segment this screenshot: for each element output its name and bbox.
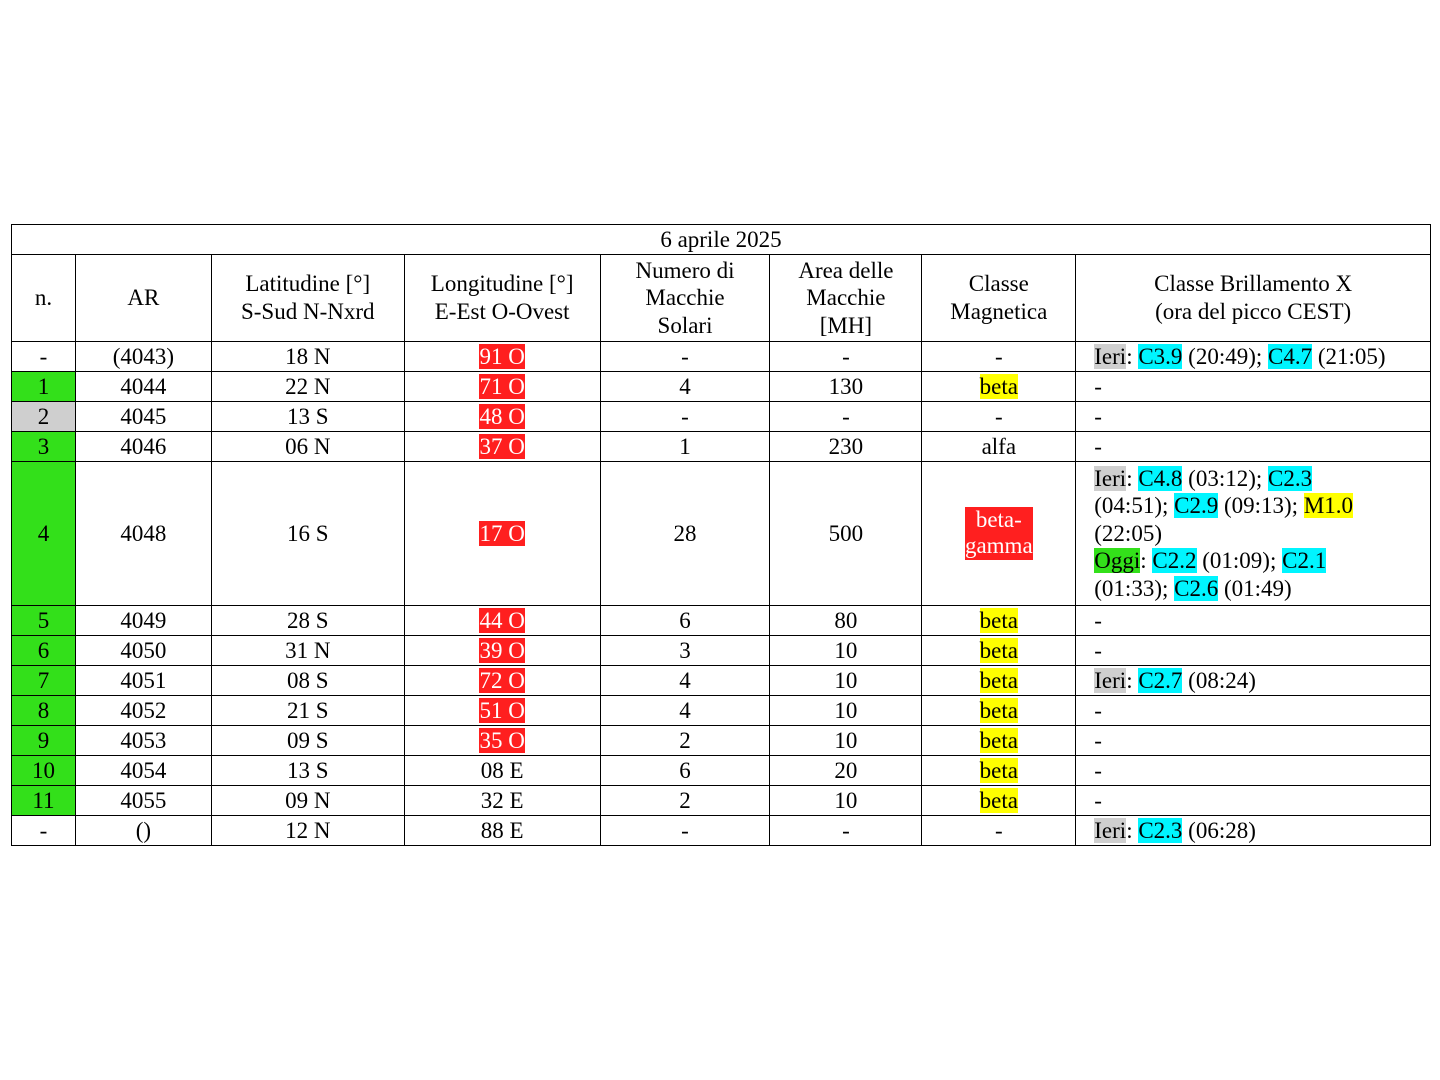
flare-time: (06:28) bbox=[1182, 817, 1256, 843]
cell-lat: 22 N bbox=[211, 372, 404, 402]
mag-highlight: beta bbox=[979, 667, 1018, 693]
table-row bbox=[12, 606, 1431, 636]
flare-class: C2.9 bbox=[1174, 493, 1219, 519]
lon-highlight: 39 O bbox=[479, 637, 525, 663]
header-lat-line1: Latitudine [°] bbox=[245, 271, 371, 297]
cell-lon bbox=[404, 666, 600, 696]
cell-n: 3 bbox=[12, 432, 76, 462]
flare-time: (01:49) bbox=[1218, 575, 1292, 601]
lon-highlight: 91 O bbox=[479, 343, 525, 369]
lon-highlight: 35 O bbox=[479, 727, 525, 753]
cell-n: 6 bbox=[12, 636, 76, 666]
cell-spots: 1 bbox=[600, 432, 770, 462]
cell-lon bbox=[404, 342, 600, 372]
cell-mag: - bbox=[922, 342, 1076, 372]
header-flare-line1: Classe Brillamento X bbox=[1154, 271, 1353, 297]
cell-ar: 4052 bbox=[75, 696, 211, 726]
flare-day-label: Ieri bbox=[1094, 343, 1127, 369]
flare-sep: : bbox=[1126, 343, 1139, 369]
table-title: 6 aprile 2025 bbox=[12, 225, 1431, 255]
cell-mag: - bbox=[922, 816, 1076, 846]
cell-n: 11 bbox=[12, 786, 76, 816]
cell-lon bbox=[404, 636, 600, 666]
flare-time: (01:33); bbox=[1094, 575, 1175, 601]
cell-mag bbox=[922, 666, 1076, 696]
header-lat-line2: S-Sud N-Nxrd bbox=[240, 299, 375, 324]
cell-flares: Ieri: C2.3 (06:28) bbox=[1076, 816, 1431, 846]
flare-time: (21:05) bbox=[1312, 343, 1386, 369]
cell-flares: Ieri: C2.7 (08:24) bbox=[1076, 666, 1431, 696]
cell-lon: 08 E bbox=[404, 756, 600, 786]
lon-highlight: 44 O bbox=[479, 607, 525, 633]
cell-lat: 09 S bbox=[211, 726, 404, 756]
cell-area: 10 bbox=[770, 726, 922, 756]
cell-lon bbox=[404, 726, 600, 756]
flare-class: C2.3 bbox=[1138, 817, 1183, 843]
flare-class: C4.8 bbox=[1138, 465, 1183, 491]
mag-highlight: beta bbox=[979, 607, 1018, 633]
cell-lon bbox=[404, 606, 600, 636]
lon-highlight: 17 O bbox=[479, 520, 525, 546]
cell-flares: Ieri: C4.8 (03:12); C2.3 (04:51); C2.9 (09:13); M1.0 (22:05) Oggi: C2.2 (01:09); C2.1 (01:33); C2.6 (01:49) bbox=[1076, 462, 1431, 606]
table-row bbox=[12, 462, 1431, 606]
cell-mag: alfa bbox=[922, 432, 1076, 462]
mag-highlight: beta bbox=[979, 787, 1018, 813]
cell-lat: 09 N bbox=[211, 786, 404, 816]
cell-area: - bbox=[770, 342, 922, 372]
flare-time: (04:51); bbox=[1094, 493, 1175, 519]
lon-highlight: 37 O bbox=[479, 433, 525, 459]
table-row bbox=[12, 816, 1431, 846]
cell-ar: 4045 bbox=[75, 402, 211, 432]
cell-n: 5 bbox=[12, 606, 76, 636]
cell-flares: - bbox=[1076, 636, 1431, 666]
flare-time: (20:49); bbox=[1182, 343, 1269, 369]
lon-highlight: 72 O bbox=[479, 667, 525, 693]
header-spots-line3: Solari bbox=[657, 312, 713, 338]
header-ar: AR bbox=[75, 255, 211, 342]
cell-spots: 4 bbox=[600, 666, 770, 696]
cell-n: 8 bbox=[12, 696, 76, 726]
cell-n: - bbox=[12, 816, 76, 846]
mag-highlight: beta bbox=[979, 373, 1018, 399]
cell-lon bbox=[404, 372, 600, 402]
cell-area: - bbox=[770, 816, 922, 846]
cell-area: 20 bbox=[770, 756, 922, 786]
cell-mag bbox=[922, 606, 1076, 636]
mag-line1: beta- bbox=[975, 506, 1022, 532]
flare-class: C4.7 bbox=[1268, 343, 1313, 369]
mag-highlight bbox=[965, 507, 1033, 560]
cell-mag: - bbox=[922, 402, 1076, 432]
flare-time: (08:24) bbox=[1182, 667, 1256, 693]
cell-area: 10 bbox=[770, 786, 922, 816]
cell-flares: - bbox=[1076, 402, 1431, 432]
mag-highlight: beta bbox=[979, 697, 1018, 723]
flare-day-label: Ieri bbox=[1094, 667, 1127, 693]
header-n: n. bbox=[12, 255, 76, 342]
header-spots-line2: Macchie bbox=[645, 285, 725, 311]
table-row bbox=[12, 756, 1431, 786]
cell-n: 4 bbox=[12, 462, 76, 606]
cell-ar: 4050 bbox=[75, 636, 211, 666]
flare-class: C2.3 bbox=[1268, 465, 1313, 491]
cell-ar: 4055 bbox=[75, 786, 211, 816]
cell-area: 230 bbox=[770, 432, 922, 462]
cell-lat: 21 S bbox=[211, 696, 404, 726]
cell-area: 10 bbox=[770, 696, 922, 726]
cell-mag bbox=[922, 786, 1076, 816]
mag-highlight: beta bbox=[979, 637, 1018, 663]
cell-lat: 13 S bbox=[211, 402, 404, 432]
cell-n: - bbox=[12, 342, 76, 372]
cell-ar: (4043) bbox=[75, 342, 211, 372]
header-spots bbox=[600, 255, 770, 342]
cell-mag bbox=[922, 726, 1076, 756]
cell-ar: 4046 bbox=[75, 432, 211, 462]
cell-n: 9 bbox=[12, 726, 76, 756]
header-magnetic bbox=[922, 255, 1076, 342]
cell-lat: 16 S bbox=[211, 462, 404, 606]
cell-flares bbox=[1076, 342, 1431, 372]
header-lon-line2: E-Est O-Ovest bbox=[434, 299, 570, 324]
cell-n: 10 bbox=[12, 756, 76, 786]
header-longitude bbox=[404, 255, 600, 342]
table-row bbox=[12, 786, 1431, 816]
cell-mag bbox=[922, 756, 1076, 786]
flare-class: C2.2 bbox=[1152, 548, 1197, 574]
cell-mag bbox=[922, 462, 1076, 606]
cell-area: 130 bbox=[770, 372, 922, 402]
cell-spots: 6 bbox=[600, 606, 770, 636]
mag-highlight: beta bbox=[979, 727, 1018, 753]
table-row bbox=[12, 636, 1431, 666]
cell-ar: 4049 bbox=[75, 606, 211, 636]
cell-flares: - bbox=[1076, 606, 1431, 636]
flare-time: (09:13); bbox=[1218, 493, 1304, 519]
cell-spots: 3 bbox=[600, 636, 770, 666]
cell-flares: - bbox=[1076, 726, 1431, 756]
mag-line2: gamma bbox=[964, 533, 1033, 559]
flare-time: (03:12); bbox=[1182, 465, 1269, 491]
cell-flares: - bbox=[1076, 372, 1431, 402]
cell-flares: - bbox=[1076, 432, 1431, 462]
lon-highlight: 51 O bbox=[479, 697, 525, 723]
header-area bbox=[770, 255, 922, 342]
table-row bbox=[12, 372, 1431, 402]
cell-ar: 4054 bbox=[75, 756, 211, 786]
header-flares bbox=[1076, 255, 1431, 342]
lon-highlight: 71 O bbox=[479, 373, 525, 399]
flare-day-label: Ieri bbox=[1094, 817, 1127, 843]
cell-mag bbox=[922, 696, 1076, 726]
cell-area: 10 bbox=[770, 636, 922, 666]
cell-spots: - bbox=[600, 342, 770, 372]
cell-ar: () bbox=[75, 816, 211, 846]
table-row bbox=[12, 342, 1431, 372]
flare-day-label: Oggi bbox=[1094, 548, 1141, 574]
cell-spots: 2 bbox=[600, 726, 770, 756]
table-row bbox=[12, 402, 1431, 432]
flare-time: (01:09); bbox=[1196, 548, 1283, 574]
table-row bbox=[12, 432, 1431, 462]
mag-highlight: beta bbox=[979, 757, 1018, 783]
cell-spots: 4 bbox=[600, 696, 770, 726]
cell-lat: 31 N bbox=[211, 636, 404, 666]
cell-spots: 4 bbox=[600, 372, 770, 402]
header-area-line2: Macchie bbox=[806, 285, 886, 311]
flare-day-label: Ieri bbox=[1094, 465, 1127, 491]
cell-lon: 32 E bbox=[404, 786, 600, 816]
cell-lon bbox=[404, 696, 600, 726]
cell-ar: 4044 bbox=[75, 372, 211, 402]
cell-lat: 18 N bbox=[211, 342, 404, 372]
cell-lon: 88 E bbox=[404, 816, 600, 846]
cell-ar: 4048 bbox=[75, 462, 211, 606]
cell-ar: 4051 bbox=[75, 666, 211, 696]
header-spots-line1: Numero di bbox=[635, 257, 735, 283]
header-mag-line2: Magnetica bbox=[950, 299, 1048, 324]
cell-lat: 06 N bbox=[211, 432, 404, 462]
cell-n: 2 bbox=[12, 402, 76, 432]
header-area-line3: [MH] bbox=[819, 312, 873, 338]
cell-mag bbox=[922, 636, 1076, 666]
cell-lat: 13 S bbox=[211, 756, 404, 786]
flare-time: (22:05) bbox=[1094, 520, 1162, 546]
table-row bbox=[12, 666, 1431, 696]
header-mag-line1: Classe bbox=[968, 271, 1029, 297]
cell-lat: 12 N bbox=[211, 816, 404, 846]
flare-class: C2.1 bbox=[1282, 548, 1327, 574]
cell-mag bbox=[922, 372, 1076, 402]
cell-lon bbox=[404, 402, 600, 432]
header-flare-line2: (ora del picco CEST) bbox=[1155, 299, 1352, 324]
sunspot-table bbox=[11, 224, 1431, 846]
cell-flares: - bbox=[1076, 756, 1431, 786]
cell-area: 500 bbox=[770, 462, 922, 606]
header-latitude bbox=[211, 255, 404, 342]
header-row bbox=[12, 255, 1431, 342]
flare-class: C2.7 bbox=[1138, 667, 1183, 693]
flare-class: C2.6 bbox=[1174, 575, 1219, 601]
table-row bbox=[12, 726, 1431, 756]
cell-area: 80 bbox=[770, 606, 922, 636]
header-area-line1: Area delle bbox=[798, 257, 894, 283]
lon-highlight: 48 O bbox=[479, 403, 525, 429]
flare-class: M1.0 bbox=[1303, 493, 1354, 519]
cell-n: 7 bbox=[12, 666, 76, 696]
cell-lat: 28 S bbox=[211, 606, 404, 636]
table-row bbox=[12, 696, 1431, 726]
cell-flares: - bbox=[1076, 786, 1431, 816]
cell-area: 10 bbox=[770, 666, 922, 696]
cell-spots: - bbox=[600, 816, 770, 846]
cell-n: 1 bbox=[12, 372, 76, 402]
cell-spots: 28 bbox=[600, 462, 770, 606]
flare-class: C3.9 bbox=[1138, 343, 1183, 369]
cell-area: - bbox=[770, 402, 922, 432]
cell-lon bbox=[404, 432, 600, 462]
cell-flares: - bbox=[1076, 696, 1431, 726]
cell-lon bbox=[404, 462, 600, 606]
cell-spots: 6 bbox=[600, 756, 770, 786]
cell-lat: 08 S bbox=[211, 666, 404, 696]
header-lon-line1: Longitudine [°] bbox=[430, 271, 574, 297]
cell-spots: - bbox=[600, 402, 770, 432]
cell-spots: 2 bbox=[600, 786, 770, 816]
cell-ar: 4053 bbox=[75, 726, 211, 756]
